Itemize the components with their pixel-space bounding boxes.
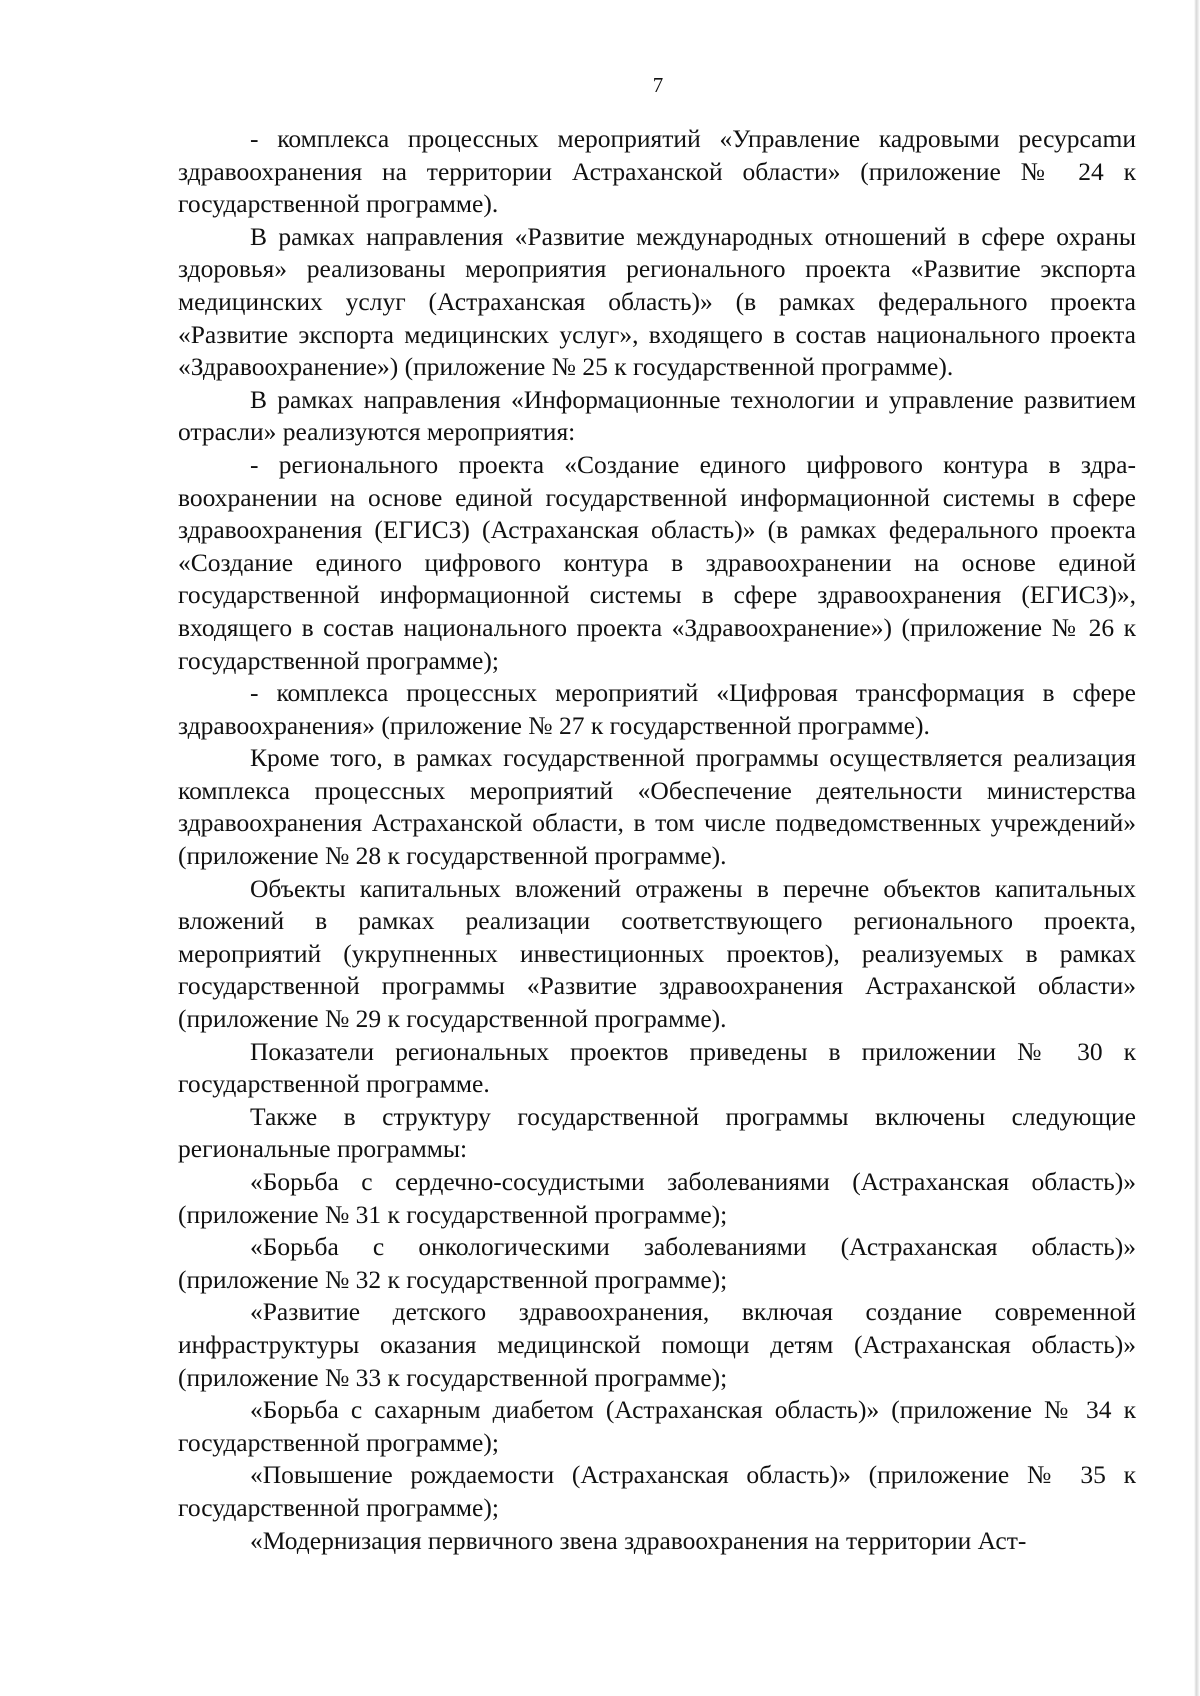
paragraph-11: «Борьба с онкологическими заболеваниями (Астраханская область)» (приложение № 32 к государственной программе); <box>178 1232 1136 1294</box>
paragraph-4: - регионального проекта «Создание единого цифрового контура в здравоохранении на основе единой государственной информационной системы в сфере здравоохранения (ЕГИСЗ) (Астраханская область)» (в рамках федерального проекта «Создание единого цифрового контура в здравоохранении на основе единой государственной информационной системы в сфере здравоохранения (ЕГИСЗ)», входящего в состав национального проекта «Здравоохранение») (приложение № 26 к государственной программе); <box>178 449 1136 675</box>
paragraph-3: В рамках направления «Информационные технологии и управление развитием отрасли» реализуются мероприятия: <box>178 384 1136 447</box>
paragraph-9: Также в структуру государственной программы включены следующие региональные программы: <box>178 1101 1136 1164</box>
paragraph-7: Объекты капитальных вложений отражены в перечне объектов капитальных вложений в рамках реализации соответствующего регионального проекта, мероприятий (укрупненных инвестиционных проектов), реализуемых в рамках государственной программы «Развитие здравоохранения Астраханской области» (приложение № 29 к государственной программе). <box>178 873 1136 1034</box>
paragraph-13: «Борьба с сахарным диабетом (Астраханская область)» (приложение № 34 к государственной программе); <box>178 1395 1136 1457</box>
paragraph-5: - комплекса процессных мероприятий «Цифровая трансформация в сфере здравоохранения» (приложение № 27 к государственной программе). <box>178 678 1136 740</box>
paragraph-15: «Модернизация первичного звена здравоохранения на территории Аст- <box>250 1525 1027 1555</box>
paragraph-1: - комплекса процессных мероприятий «Управление кадровыми ресурсаmи здравоохранения на территории Астраханской области» (приложение № 24 к государственной программе). <box>178 124 1136 219</box>
page-number: 7 <box>652 73 664 97</box>
paragraph-8: Показатели региональных проектов приведены в приложении № 30 к государственной программе. <box>178 1036 1136 1099</box>
paragraph-12: «Развитие детского здравоохранения, включая создание современной инфраструктуры оказания медицинской помощи детям (Астраханская область)» (приложение № 33 к государственной программе); <box>178 1297 1136 1392</box>
page-edge-shadow <box>1194 0 1200 1696</box>
paragraph-2: В рамках направления «Развитие международных отношений в сфере охраны здоровья» реализованы мероприятия регионального проекта «Развитие экспорта медицинских услуг (Астраханская область)» (в рамках федерального проекта «Развитие экспорта медицинских услуг», входящего в состав национального проекта «Здравоохранение») (приложение № 25 к государственной программе). <box>178 221 1136 382</box>
paragraph-6: Кроме того, в рамках государственной программы осуществляется реализация комплекса процессных мероприятий «Обеспечение деятельности министерства здравоохранения Астраханской области, в том числе подведомственных учреждений» (приложение № 28 к государственной программе). <box>178 743 1136 871</box>
paragraph-14: «Повышение рождаемости (Астраханская область)» (приложение № 35 к государственной программе); <box>178 1460 1136 1522</box>
paragraph-10: «Борьба с сердечно-сосудистыми заболеваниями (Астраханская область)» (приложение № 31 к государственной программе); <box>178 1167 1136 1229</box>
document-body <box>178 123 1136 1557</box>
